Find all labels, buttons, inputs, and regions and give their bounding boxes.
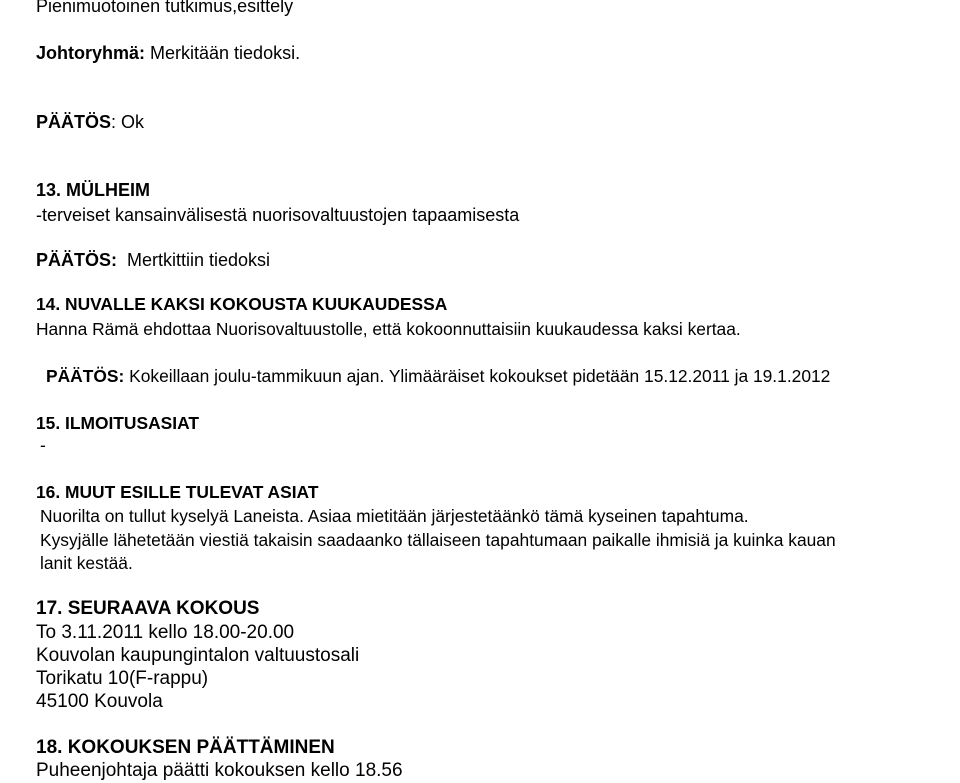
section-16-line-1: Nuorilta on tullut kyselyä Laneista. Asiaa mietitään järjestetäänkö tämä kyseinen tapahtuma. (40, 506, 749, 526)
intro-line: Pienimuotoinen tutkimus,esittely (36, 0, 294, 16)
paatos-text: : Ok (111, 112, 145, 132)
section-18-heading: 18. KOKOUKSEN PÄÄTTÄMINEN (36, 737, 335, 758)
section-13-text: -terveiset kansainvälisestä nuorisovaltuustojen tapaamisesta (36, 205, 520, 225)
section-17-heading: 17. SEURAAVA KOKOUS (36, 598, 260, 619)
paatos-label: PÄÄTÖS (36, 112, 112, 132)
johtoryhma-text: Merkitään tiedoksi. (145, 43, 301, 63)
section-16-line-2: Kysyjälle lähetetään viestiä takaisin saadaanko tällaiseen tapahtumaan paikalle ihmisiä ja kuinka kauan (40, 530, 836, 550)
paatos-text: Mertkittiin tiedoksi (117, 250, 271, 270)
section-17-line-1: To 3.11.2011 kello 18.00-20.00 (36, 622, 295, 643)
section-17-line-2: Kouvolan kaupungintalon valtuustosali (36, 645, 360, 666)
section-15-dash: - (40, 435, 46, 455)
johtoryhma-line (36, 44, 300, 62)
paatos-ok-line (36, 113, 144, 131)
section-14-paatos (46, 368, 830, 385)
paatos-label: PÄÄTÖS: (36, 250, 117, 270)
section-17-line-3: Torikatu 10(F-rappu) (36, 668, 209, 689)
section-16-heading: 16. MUUT ESILLE TULEVAT ASIAT (36, 482, 319, 502)
section-13-paatos (36, 251, 270, 269)
section-16-line-3: lanit kestää. (40, 553, 133, 573)
section-15-heading: 15. ILMOITUSASIAT (36, 413, 199, 433)
johtoryhma-label: Johtoryhmä: (36, 43, 146, 63)
section-18-text: Puheenjohtaja päätti kokouksen kello 18.56 (36, 760, 403, 781)
paatos-text: Kokeillaan joulu-tammikuun ajan. Ylimääräiset kokoukset pidetään 15.12.2011 ja 19.1.2012 (124, 366, 831, 386)
section-14-heading: 14. NUVALLE KAKSI KOKOUSTA KUUKAUDESSA (36, 294, 448, 314)
section-14-text: Hanna Rämä ehdottaa Nuorisovaltuustolle, että kokoonnuttaisiin kuukaudessa kaksi kertaa. (36, 319, 741, 339)
section-13-heading: 13. MÜLHEIM (36, 180, 151, 200)
section-17-line-4: 45100 Kouvola (36, 691, 163, 712)
paatos-label: PÄÄTÖS: (46, 366, 125, 386)
